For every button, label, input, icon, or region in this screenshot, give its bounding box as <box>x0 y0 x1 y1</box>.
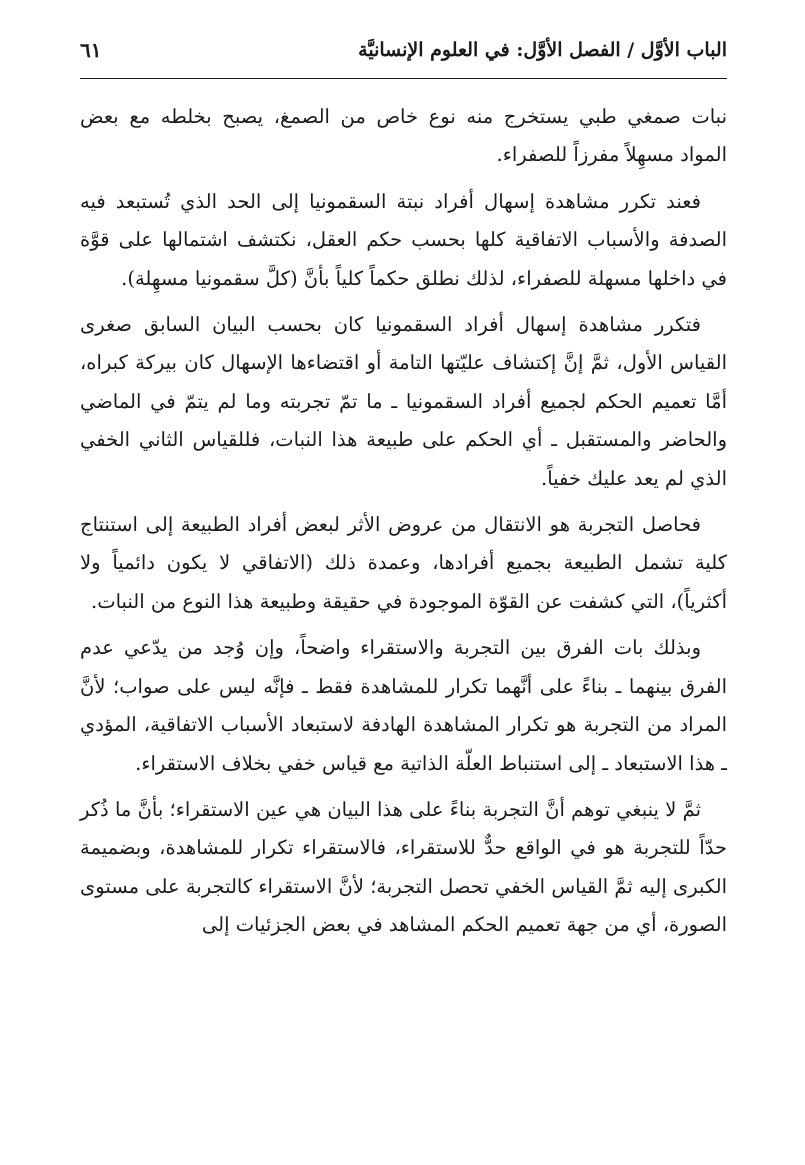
paragraph: فعند تكرر مشاهدة إسهال أفراد نبتة السقمونيا إلى الحد الذي تُستبعد فيه الصدفة والأسباب الاتفاقية كلها بحسب حكم العقل، نكتشف اشتمالها على قوَّة في داخلها مسهلة للصفراء، لذلك نطلق حكماً كلياً بأنَّ (كلَّ سقمونيا مسهِلة). <box>80 189 727 290</box>
paragraph: وبذلك بات الفرق بين التجربة والاستقراء واضحاً، وإن وُجد من يدّعي عدم الفرق بينهما ـ بناءً على أنَّهما تكرار للمشاهدة فقط ـ فإنَّه ليس على صواب؛ لأنَّ المراد من التجربة هو تكرار المشاهدة الهادفة لاستبعاد الأسباب الاتفاقية، المؤدي ـ هذا الاستبعاد ـ إلى استنباط العلّة الذاتية مع قياس خفي بخلاف الاستقراء. <box>80 636 727 775</box>
paragraph: ثمَّ لا ينبغي توهم أنَّ التجربة بناءً على هذا البيان هي عين الاستقراء؛ بأنَّ ما ذُكر حدّاً للتجربة هو في الواقع حدٌّ للاستقراء، فالاستقراء تكرار للمشاهدة، وبضميمة الكبرى إليه ثمَّ القياس الخفي تحصل التجربة؛ لأنَّ الاستقراء كالتجربة على مستوى الصورة، أي من جهة تعميم الحكم المشاهد في بعض الجزئيات إلى <box>80 797 727 937</box>
paragraph: فحاصل التجربة هو الانتقال من عروض الأثر لبعض أفراد الطبيعة إلى استنتاج كلية تشمل الطبيعة بجميع أفرادها، وعمدة ذلك (الاتفاقي لا يكون دائمياً ولا أكثرياً)، التي كشفت عن القوّة الموجودة في حقيقة وطبيعة هذا النوع من النبات. <box>80 513 727 613</box>
body-text <box>80 98 727 953</box>
paragraph: فتكرر مشاهدة إسهال أفراد السقمونيا كان بحسب البيان السابق صغرى القياس الأول، ثمَّ إنَّ إكتشاف عليّتها التامة أو اقتضاءها الإسهال كان بيركة كبراه، أمَّا تعميم الحكم لجميع أفراد السقمونيا ـ ما تمّ تجربته وما لم يتمّ في الماضي والحاضر والمستقبل ـ أي الحكم على طبيعة هذا النبات، فللقياس الثاني الخفي الذي لم يعد عليك خفياً. <box>80 313 727 490</box>
page-header <box>80 30 727 70</box>
paragraph: نبات صمغي طبي يستخرج منه نوع خاص من الصمغ، يصبح بخلطه مع بعض المواد مسهِلاً مفرزاً للصفراء. <box>80 105 727 167</box>
page-number: ٦١ <box>80 38 102 62</box>
running-title: الباب الأوَّل / الفصل الأوَّل: في العلوم الإنسانيَّة <box>358 39 727 61</box>
header-divider <box>80 78 727 79</box>
